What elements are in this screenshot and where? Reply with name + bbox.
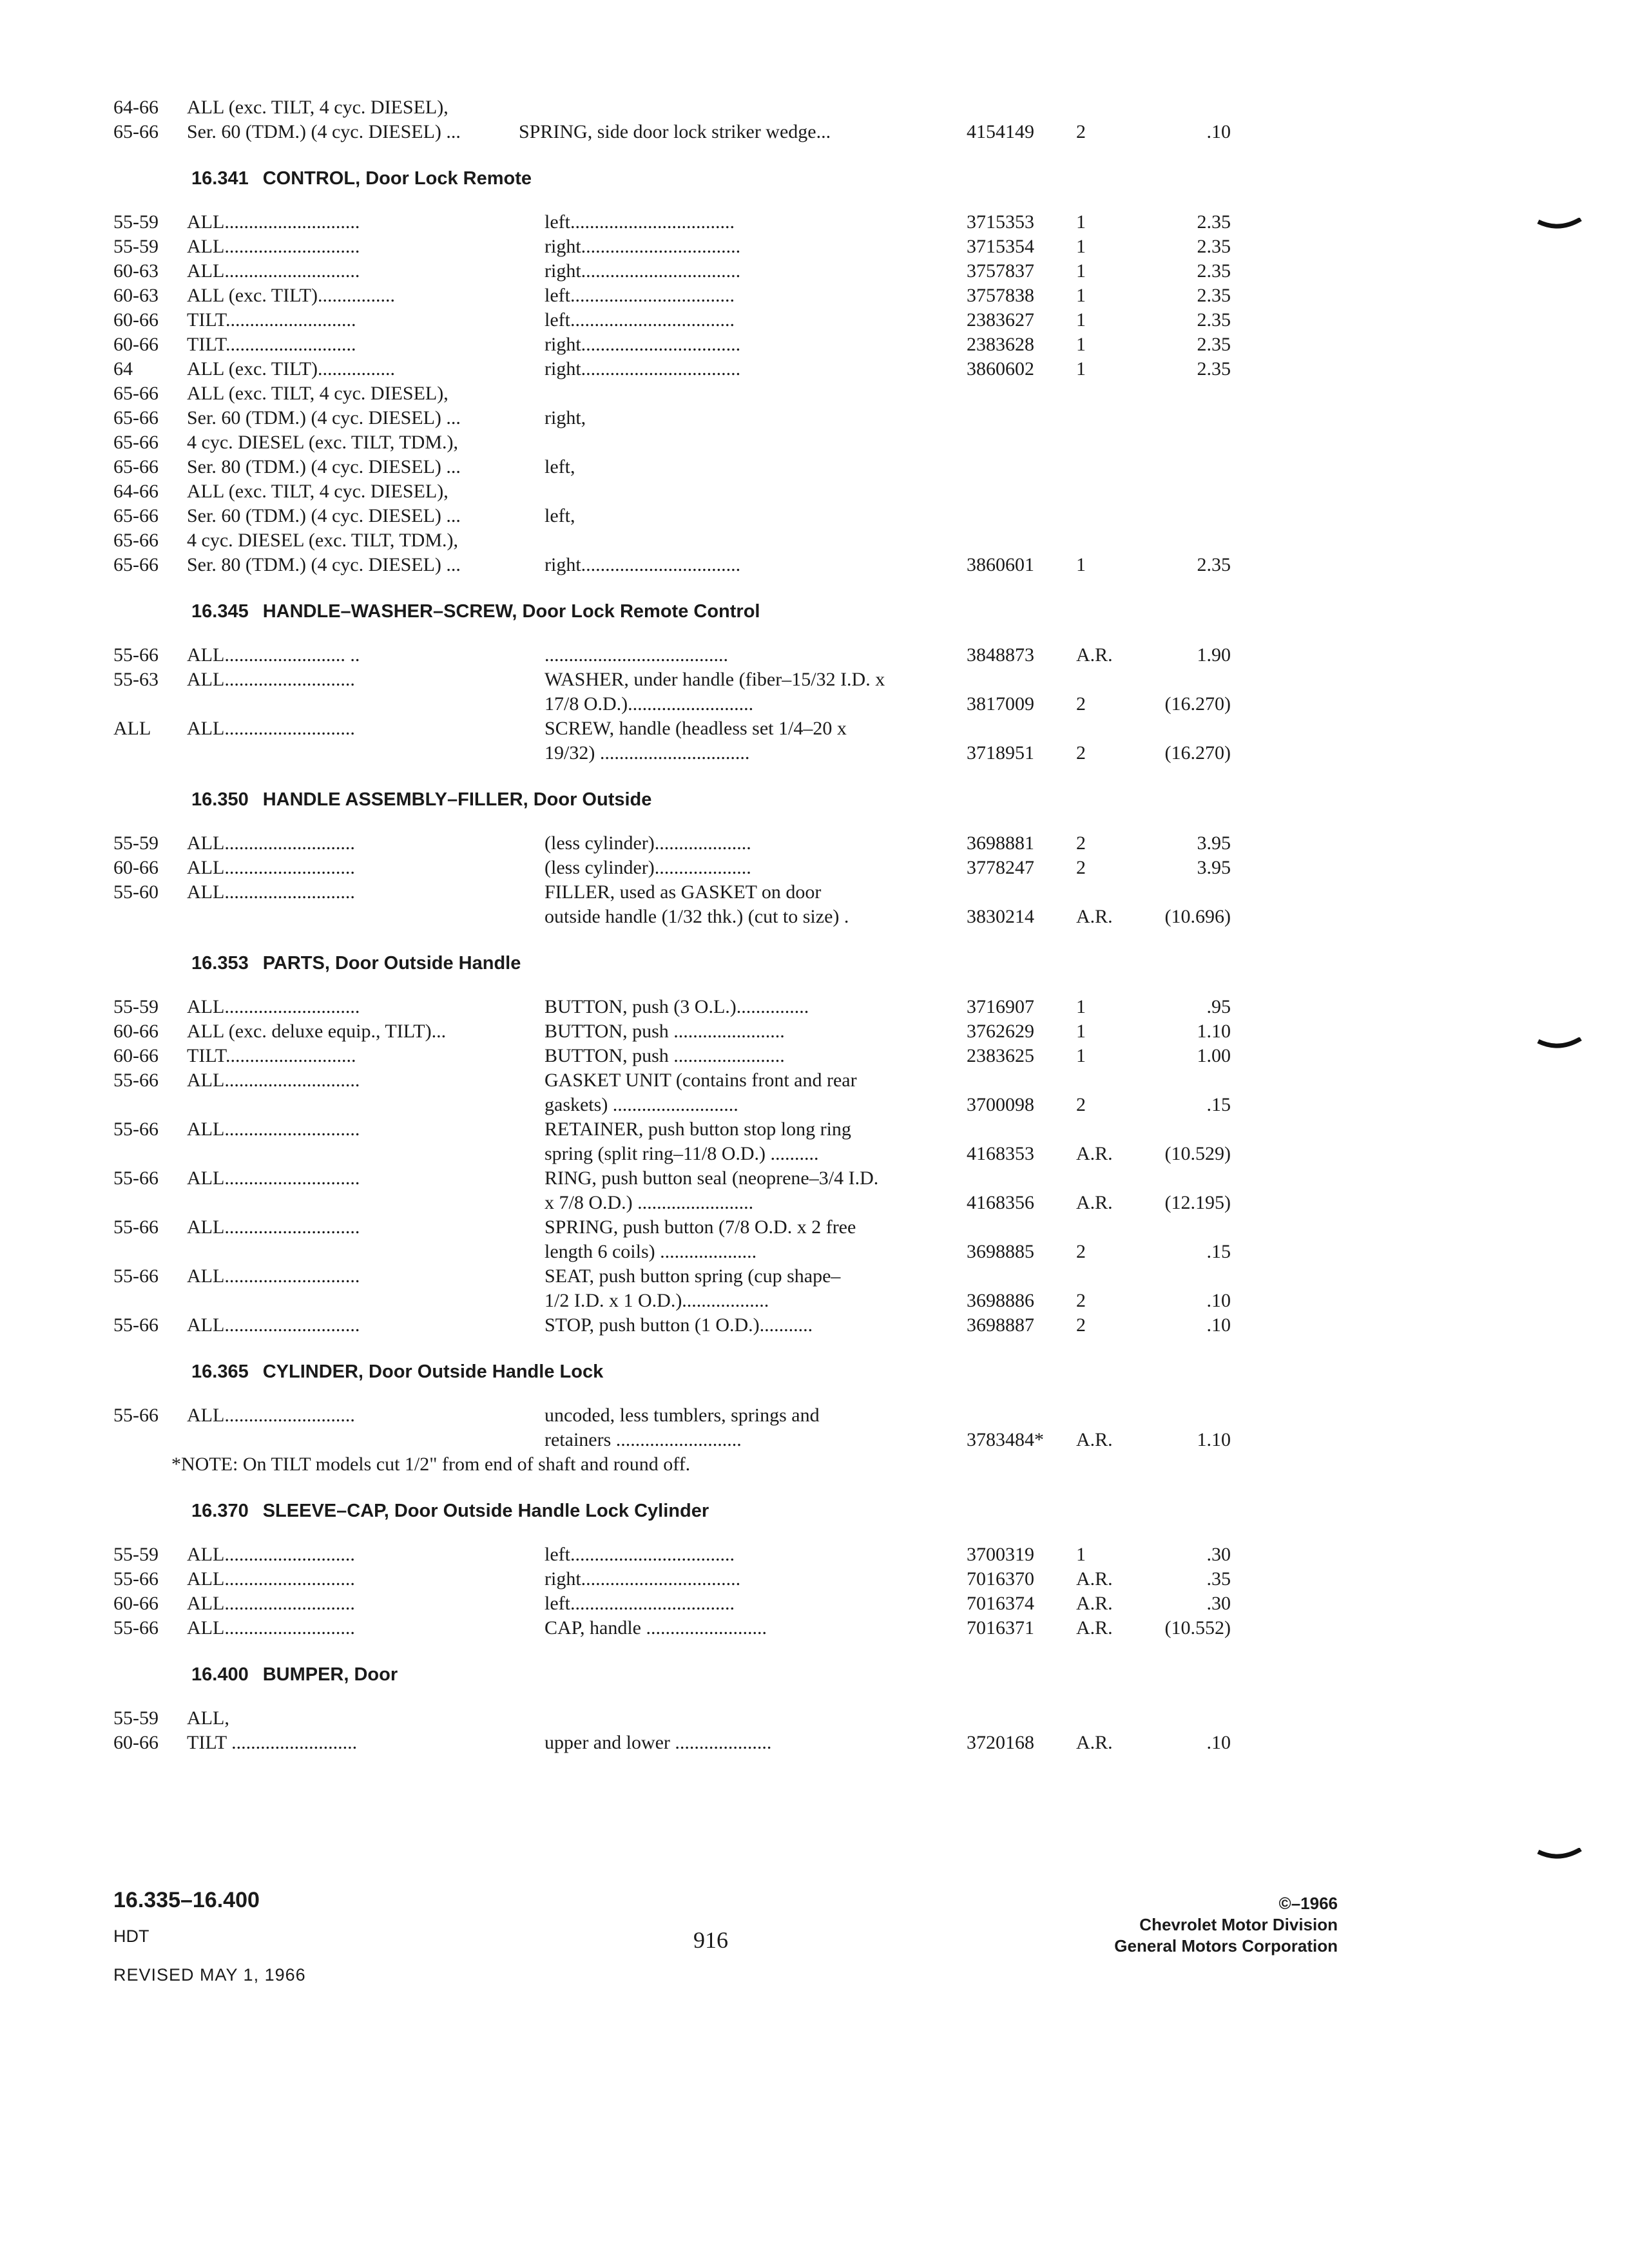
price-cell: .30 (1206, 1544, 1231, 1565)
models-cell: Ser. 80 (TDM.) (4 cyc. DIESEL) ... (187, 554, 461, 575)
models-cell: ALL......................... .. (187, 644, 360, 666)
description-cell: gaskets) .......................... (545, 1094, 738, 1115)
table-row (113, 1215, 1260, 1240)
price-cell: .35 (1206, 1568, 1231, 1590)
description-cell: left.................................. (545, 1544, 735, 1565)
table-row (113, 1068, 1260, 1093)
price-cell: (10.529) (1164, 1143, 1231, 1164)
models-cell: ALL (exc. TILT)................ (187, 358, 395, 380)
description-cell: (less cylinder).................... (545, 832, 751, 854)
models-cell: Ser. 60 (TDM.) (4 cyc. DIESEL) ... (187, 505, 461, 526)
quantity-cell: A.R. (1076, 644, 1113, 666)
description-cell: length 6 coils) .................... (545, 1241, 757, 1262)
description-cell: retainers .......................... (545, 1429, 742, 1450)
models-cell: Ser. 60 (TDM.) (4 cyc. DIESEL) ... (187, 121, 461, 142)
table-row (113, 1240, 1260, 1264)
part-number-cell: 3757838 (967, 285, 1034, 306)
part-number-cell: 3716907 (967, 996, 1034, 1017)
part-number-cell: 3698887 (967, 1314, 1034, 1336)
description-cell: left.................................. (545, 211, 735, 233)
quantity-cell: 1 (1076, 1045, 1086, 1066)
parts-listing (113, 95, 1260, 1755)
years-cell: 60-66 (113, 309, 159, 331)
models-cell: ALL........................... (187, 669, 355, 690)
models-cell: ALL............................ (187, 1119, 360, 1140)
description-cell: right................................. (545, 334, 741, 355)
models-cell: ALL (exc. TILT, 4 cyc. DIESEL), (187, 383, 448, 404)
years-cell: 55-59 (113, 832, 159, 854)
price-cell: 1.10 (1197, 1021, 1231, 1042)
part-number-cell: 3698881 (967, 832, 1034, 854)
price-cell: (16.270) (1164, 742, 1231, 764)
quantity-cell: 2 (1076, 121, 1086, 142)
models-cell: ALL............................ (187, 260, 360, 282)
description-cell: SPRING, push button (7/8 O.D. x 2 free (545, 1216, 856, 1238)
section-number: 16.370 (191, 1501, 249, 1521)
models-cell: ALL........................... (187, 1568, 355, 1590)
part-number-cell: 3783484* (967, 1429, 1044, 1450)
years-cell: 55-66 (113, 1617, 159, 1639)
part-number-cell: 3720168 (967, 1732, 1034, 1753)
description-cell: x 7/8 O.D.) ........................ (545, 1192, 754, 1213)
copyright: ©–1966 (1278, 1894, 1338, 1913)
models-cell: ALL........................... (187, 832, 355, 854)
price-cell: .10 (1206, 121, 1231, 142)
table-row (113, 455, 1260, 479)
margin-mark-icon (1537, 1037, 1582, 1052)
years-cell: 55-59 (113, 211, 159, 233)
section-title: BUMPER, Door (262, 1664, 398, 1685)
part-number-cell: 3860601 (967, 554, 1034, 575)
margin-mark-icon (1537, 218, 1582, 232)
years-cell: 55-59 (113, 1544, 159, 1565)
section-title: HANDLE–WASHER–SCREW, Door Lock Remote Control (262, 601, 760, 622)
years-cell: 55-66 (113, 1119, 159, 1140)
quantity-cell: 1 (1076, 285, 1086, 306)
part-number-cell: 2383628 (967, 334, 1034, 355)
description-cell: upper and lower .................... (545, 1732, 772, 1753)
section-number: 16.341 (191, 168, 249, 189)
part-number-cell: 7016370 (967, 1568, 1034, 1590)
table-row (113, 880, 1260, 905)
years-cell: 65-66 (113, 121, 159, 142)
section-number: 16.400 (191, 1664, 249, 1685)
years-cell: 55-66 (113, 1568, 159, 1590)
models-cell: ALL, (187, 1707, 229, 1729)
description-cell: left.................................. (545, 285, 735, 306)
quantity-cell: 2 (1076, 1241, 1086, 1262)
price-cell: (10.696) (1164, 906, 1231, 927)
description-cell: outside handle (1/32 thk.) (cut to size) . (545, 906, 849, 927)
table-row (113, 284, 1260, 308)
table-row (113, 1117, 1260, 1142)
table-row (113, 1542, 1260, 1567)
part-number-cell: 3718951 (967, 742, 1034, 764)
table-row (113, 528, 1260, 553)
quantity-cell: 2 (1076, 857, 1086, 878)
price-cell: 3.95 (1197, 857, 1231, 878)
price-cell: 2.35 (1197, 236, 1231, 257)
section-range: 16.335–16.400 (113, 1888, 260, 1912)
table-row (113, 332, 1260, 357)
years-cell: 55-66 (113, 1216, 159, 1238)
table-row (113, 1706, 1260, 1731)
models-cell: ALL............................ (187, 211, 360, 233)
quantity-cell: A.R. (1076, 1192, 1113, 1213)
quantity-cell: 2 (1076, 1290, 1086, 1311)
description-cell: left.................................. (545, 309, 735, 331)
table-row (113, 210, 1260, 235)
years-cell: 60-66 (113, 334, 159, 355)
quantity-cell: A.R. (1076, 1143, 1113, 1164)
price-cell: .10 (1206, 1314, 1231, 1336)
description-cell: FILLER, used as GASKET on door (545, 881, 822, 903)
table-row (113, 1731, 1260, 1755)
table-row (113, 1191, 1260, 1215)
models-cell: ALL (exc. deluxe equip., TILT)... (187, 1021, 447, 1042)
models-cell: ALL (exc. TILT, 4 cyc. DIESEL), (187, 481, 448, 502)
description-cell: SEAT, push button spring (cup shape– (545, 1265, 841, 1287)
years-cell: 60-66 (113, 1732, 159, 1753)
price-cell: .10 (1206, 1290, 1231, 1311)
description-cell: left, (545, 456, 575, 477)
table-row (113, 1044, 1260, 1068)
quantity-cell: 1 (1076, 358, 1086, 380)
description-cell: WASHER, under handle (fiber–15/32 I.D. x (545, 669, 885, 690)
price-cell: .15 (1206, 1094, 1231, 1115)
price-cell: (12.195) (1164, 1192, 1231, 1213)
price-cell: 2.35 (1197, 260, 1231, 282)
part-number-cell: 3860602 (967, 358, 1034, 380)
table-row (113, 692, 1260, 716)
description-cell: left, (545, 505, 575, 526)
models-cell: ALL............................ (187, 1265, 360, 1287)
years-cell: 65-66 (113, 456, 159, 477)
models-cell: Ser. 60 (TDM.) (4 cyc. DIESEL) ... (187, 407, 461, 428)
part-number-cell: 3698885 (967, 1241, 1034, 1262)
table-row (113, 504, 1260, 528)
quantity-cell: 1 (1076, 334, 1086, 355)
years-cell: 55-66 (113, 644, 159, 666)
description-cell: left.................................. (545, 1593, 735, 1614)
models-cell: ALL............................ (187, 1314, 360, 1336)
table-row (113, 1289, 1260, 1313)
part-number-cell: 3700098 (967, 1094, 1034, 1115)
description-cell: right................................. (545, 358, 741, 380)
table-row (113, 430, 1260, 455)
price-cell: 3.95 (1197, 832, 1231, 854)
table-row (113, 553, 1260, 577)
description-cell: 1/2 I.D. x 1 O.D.).................. (545, 1290, 769, 1311)
table-row (113, 643, 1260, 668)
description-cell: right................................. (545, 554, 741, 575)
years-cell: ALL (113, 718, 151, 739)
table-row (113, 120, 1260, 144)
models-cell: ALL............................ (187, 1216, 360, 1238)
years-cell: 60-66 (113, 1593, 159, 1614)
table-row (113, 1142, 1260, 1166)
years-cell: 65-66 (113, 383, 159, 404)
models-cell: ALL........................... (187, 1405, 355, 1426)
table-row (113, 479, 1260, 504)
table-row (113, 1591, 1260, 1616)
table-row (113, 1019, 1260, 1044)
years-cell: 64 (113, 358, 133, 380)
table-row (113, 856, 1260, 880)
quantity-cell: A.R. (1076, 906, 1113, 927)
models-cell: ALL............................ (187, 1168, 360, 1189)
description-cell: 19/32) ............................... (545, 742, 750, 764)
models-cell: TILT........................... (187, 1045, 356, 1066)
price-cell: .30 (1206, 1593, 1231, 1614)
part-number-cell: 7016371 (967, 1617, 1034, 1639)
models-cell: ALL............................ (187, 1070, 360, 1091)
part-number-cell: 3715354 (967, 236, 1034, 257)
price-cell: 1.10 (1197, 1429, 1231, 1450)
description-cell: right................................. (545, 1568, 741, 1590)
part-number-cell: 2383627 (967, 309, 1034, 331)
description-cell: BUTTON, push ....................... (545, 1045, 785, 1066)
part-number-cell: 3698886 (967, 1290, 1034, 1311)
years-cell: 60-66 (113, 857, 159, 878)
table-row (113, 905, 1260, 929)
quantity-cell: 2 (1076, 693, 1086, 715)
section-heading (191, 1360, 1260, 1384)
table-row (113, 1264, 1260, 1289)
part-number-cell: 3848873 (967, 644, 1034, 666)
section-number: 16.345 (191, 601, 249, 622)
models-cell: Ser. 80 (TDM.) (4 cyc. DIESEL) ... (187, 456, 461, 477)
years-cell: 64-66 (113, 481, 159, 502)
quantity-cell: 1 (1076, 996, 1086, 1017)
table-row (113, 741, 1260, 765)
models-cell: ALL........................... (187, 1617, 355, 1639)
section-heading (191, 787, 1260, 812)
section-heading (191, 166, 1260, 191)
table-row (113, 235, 1260, 259)
description-cell: BUTTON, push ....................... (545, 1021, 785, 1042)
quantity-cell: 2 (1076, 832, 1086, 854)
years-cell: 65-66 (113, 554, 159, 575)
description-cell: STOP, push button (1 O.D.)........... (545, 1314, 813, 1336)
table-row (113, 831, 1260, 856)
years-cell: 55-63 (113, 669, 159, 690)
models-cell: ALL........................... (187, 1544, 355, 1565)
part-number-cell: 3700319 (967, 1544, 1034, 1565)
price-cell: 1.90 (1197, 644, 1231, 666)
page-footer (113, 1888, 1338, 2023)
division-name: Chevrolet Motor Division (1139, 1915, 1338, 1934)
description-cell: RING, push button seal (neoprene–3/4 I.D. (545, 1168, 879, 1189)
margin-mark-icon (1537, 1848, 1582, 1862)
price-cell: (16.270) (1164, 693, 1231, 715)
models-cell: ALL (exc. TILT, 4 cyc. DIESEL), (187, 97, 448, 118)
description-cell: uncoded, less tumblers, springs and (545, 1405, 820, 1426)
years-cell: 55-66 (113, 1070, 159, 1091)
models-cell: TILT........................... (187, 309, 356, 331)
price-cell: 2.35 (1197, 285, 1231, 306)
section-title: CYLINDER, Door Outside Handle Lock (262, 1361, 604, 1382)
quantity-cell: 2 (1076, 742, 1086, 764)
models-cell: ALL (exc. TILT)................ (187, 285, 395, 306)
years-cell: 55-66 (113, 1265, 159, 1287)
section-heading (191, 951, 1260, 975)
description-cell: right................................. (545, 260, 741, 282)
part-number-cell: 3757837 (967, 260, 1034, 282)
table-row (113, 1567, 1260, 1591)
section-heading (191, 599, 1260, 624)
part-number-cell: 4168353 (967, 1143, 1034, 1164)
part-number-cell: 3817009 (967, 693, 1034, 715)
price-cell: .15 (1206, 1241, 1231, 1262)
description-cell: BUTTON, push (3 O.L.)............... (545, 996, 809, 1017)
quantity-cell: 1 (1076, 211, 1086, 233)
price-cell: 2.35 (1197, 309, 1231, 331)
table-row (113, 1093, 1260, 1117)
description-cell: SCREW, handle (headless set 1/4–20 x (545, 718, 847, 739)
section-note: *NOTE: On TILT models cut 1/2" from end of shaft and round off. (171, 1454, 691, 1475)
part-number-cell: 2383625 (967, 1045, 1034, 1066)
section-title: SLEEVE–CAP, Door Outside Handle Lock Cylinder (262, 1501, 709, 1521)
years-cell: 60-63 (113, 285, 159, 306)
publisher-block (1016, 1893, 1338, 1957)
years-cell: 55-66 (113, 1168, 159, 1189)
models-cell: ALL............................ (187, 996, 360, 1017)
years-cell: 55-59 (113, 236, 159, 257)
models-cell: 4 cyc. DIESEL (exc. TILT, TDM.), (187, 530, 459, 551)
price-cell: 2.35 (1197, 358, 1231, 380)
quantity-cell: A.R. (1076, 1593, 1113, 1614)
section-title: CONTROL, Door Lock Remote (262, 168, 532, 189)
years-cell: 55-59 (113, 1707, 159, 1729)
quantity-cell: A.R. (1076, 1568, 1113, 1590)
table-row (113, 1313, 1260, 1338)
quantity-cell: 2 (1076, 1094, 1086, 1115)
section-heading (191, 1662, 1260, 1687)
years-cell: 55-59 (113, 996, 159, 1017)
quantity-cell: 1 (1076, 260, 1086, 282)
models-cell: 4 cyc. DIESEL (exc. TILT, TDM.), (187, 432, 459, 453)
table-row (113, 1616, 1260, 1640)
page-number: 916 (693, 1927, 728, 1953)
section-title: PARTS, Door Outside Handle (262, 953, 521, 974)
years-cell: 64-66 (113, 97, 159, 118)
price-cell: .95 (1206, 996, 1231, 1017)
description-cell: right, (545, 407, 586, 428)
models-cell: ALL........................... (187, 718, 355, 739)
table-row (113, 308, 1260, 332)
description-cell: GASKET UNIT (contains front and rear (545, 1070, 857, 1091)
years-cell: 65-66 (113, 407, 159, 428)
section-number: 16.365 (191, 1361, 249, 1382)
price-cell: (10.552) (1164, 1617, 1231, 1639)
table-row (113, 716, 1260, 741)
part-number-cell: 4154149 (967, 121, 1034, 142)
part-number-cell: 3762629 (967, 1021, 1034, 1042)
years-cell: 60-66 (113, 1021, 159, 1042)
years-cell: 60-63 (113, 260, 159, 282)
price-cell: 2.35 (1197, 334, 1231, 355)
quantity-cell: 1 (1076, 1021, 1086, 1042)
models-cell: ALL........................... (187, 1593, 355, 1614)
table-row (113, 668, 1260, 692)
revision-date: REVISED MAY 1, 1966 (113, 1965, 306, 1984)
years-cell: 65-66 (113, 530, 159, 551)
description-cell: SPRING, side door lock striker wedge... (519, 121, 831, 142)
years-cell: 65-66 (113, 432, 159, 453)
description-cell: 17/8 O.D.).......................... (545, 693, 754, 715)
years-cell: 65-66 (113, 505, 159, 526)
quantity-cell: 1 (1076, 236, 1086, 257)
description-cell: (less cylinder).................... (545, 857, 751, 878)
part-number-cell: 7016374 (967, 1593, 1034, 1614)
quantity-cell: A.R. (1076, 1732, 1113, 1753)
table-row (113, 1428, 1260, 1452)
table-row (113, 1403, 1260, 1428)
table-row (113, 995, 1260, 1019)
years-cell: 55-66 (113, 1314, 159, 1336)
description-cell: spring (split ring–11/8 O.D.) .......... (545, 1143, 819, 1164)
models-cell: TILT .......................... (187, 1732, 358, 1753)
years-cell: 55-66 (113, 1405, 159, 1426)
section-title: HANDLE ASSEMBLY–FILLER, Door Outside (262, 789, 652, 810)
section-number: 16.353 (191, 953, 249, 974)
part-number-cell: 3830214 (967, 906, 1034, 927)
table-row (113, 95, 1260, 120)
table-row (113, 381, 1260, 406)
quantity-cell: A.R. (1076, 1617, 1113, 1639)
models-cell: ALL........................... (187, 881, 355, 903)
price-cell: 1.00 (1197, 1045, 1231, 1066)
part-number-cell: 3778247 (967, 857, 1034, 878)
part-number-cell: 3715353 (967, 211, 1034, 233)
description-cell: ...................................... (545, 644, 728, 666)
price-cell: 2.35 (1197, 554, 1231, 575)
part-number-cell: 4168356 (967, 1192, 1034, 1213)
table-row (113, 259, 1260, 284)
table-row (113, 406, 1260, 430)
quantity-cell: 1 (1076, 1544, 1086, 1565)
models-cell: ALL............................ (187, 236, 360, 257)
description-cell: RETAINER, push button stop long ring (545, 1119, 851, 1140)
corporation-name: General Motors Corporation (1114, 1936, 1338, 1956)
years-cell: 60-66 (113, 1045, 159, 1066)
models-cell: TILT........................... (187, 334, 356, 355)
quantity-cell: A.R. (1076, 1429, 1113, 1450)
description-cell: right................................. (545, 236, 741, 257)
series-code: HDT (113, 1927, 149, 1946)
section-number: 16.350 (191, 789, 249, 810)
quantity-cell: 1 (1076, 554, 1086, 575)
models-cell: ALL........................... (187, 857, 355, 878)
section-heading (191, 1499, 1260, 1523)
quantity-cell: 2 (1076, 1314, 1086, 1336)
price-cell: .10 (1206, 1732, 1231, 1753)
description-cell: CAP, handle ......................... (545, 1617, 767, 1639)
price-cell: 2.35 (1197, 211, 1231, 233)
table-row (113, 1166, 1260, 1191)
quantity-cell: 1 (1076, 309, 1086, 331)
table-row (113, 357, 1260, 381)
years-cell: 55-60 (113, 881, 159, 903)
